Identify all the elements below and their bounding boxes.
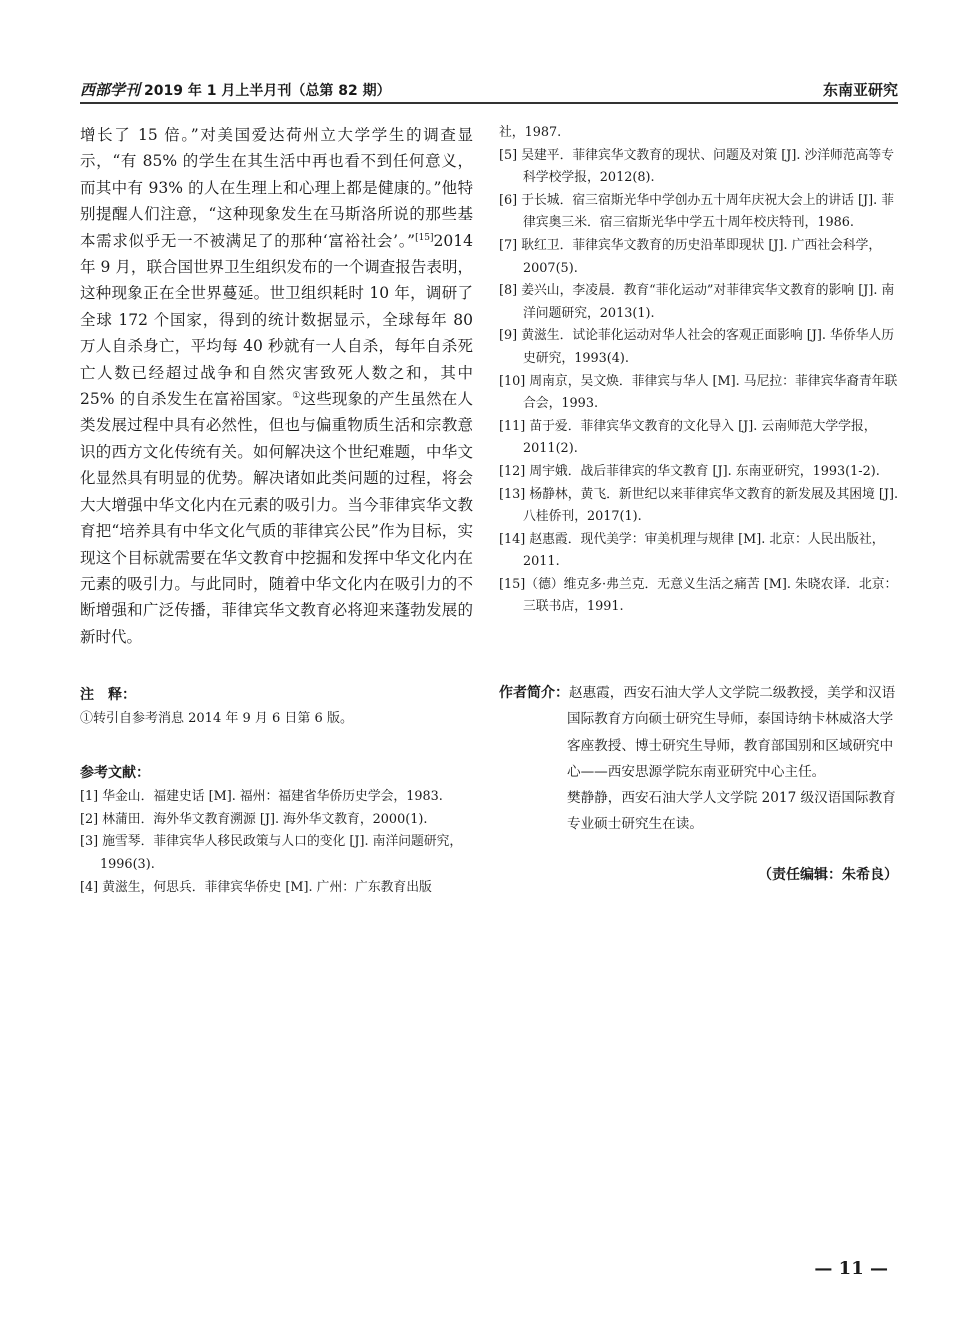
running-header (80, 76, 898, 100)
page-number: — 11 — (814, 1258, 888, 1279)
author-bio-2 (499, 785, 899, 838)
header-left (80, 79, 391, 100)
issue-info: 2019 年 1 月上半月刊（总第 82 期） (144, 83, 391, 99)
reference-item: [9] 黄滋生．试论菲化运动对华人社会的客观正面影响 [J]. 华侨华人历史研究，1993(4). (499, 328, 895, 366)
author-label: 作者简介： (499, 685, 569, 701)
reference-list-right (499, 122, 899, 619)
section-name: 东南亚研究 (822, 81, 898, 99)
journal-name: 西部学刊 (80, 81, 141, 99)
right-column (499, 122, 899, 619)
reference-item: [11] 苗于爱．菲律宾华文教育的文化导入 [J]. 云南师范大学学报，2011(2). (499, 418, 877, 457)
reference-item: [5] 吴建平．菲律宾华文教育的现状、问题及对策 [J]. 沙洋师范高等专科学校学报，2012(8). (499, 147, 895, 186)
reference-item: [4] 黄滋生，何思兵．菲律宾华侨史 [M]. 广州：广东教育出版 (80, 879, 432, 895)
note-mark: ① (292, 390, 301, 401)
citation-15: [15] (415, 232, 434, 243)
author-text-2: 樊静静，西安石油大学人文学院 2017 级汉语国际教育专业硕士研究生在读。 (567, 790, 896, 833)
reference-item: [15]（德）维克多·弗兰克．无意义生活之痛苦 [M]. 朱晓农译．北京：三联书店，1991. (499, 576, 898, 615)
reference-item: [7] 耿红卫．菲律宾华文教育的历史沿革即现状 [J]. 广西社会科学，2007(5). (499, 237, 882, 276)
references-title: 参考文献： (80, 765, 150, 782)
reference-item: [3] 施雪琴．菲律宾华人移民政策与人口的变化 [J]. 南洋问题研究，1996(3). (80, 834, 463, 872)
body-paragraph (80, 122, 473, 650)
references-section (80, 762, 473, 899)
reference-list-left (80, 786, 473, 899)
author-bio (499, 680, 899, 838)
reference-item: [13] 杨静林，黄飞．新世纪以来菲律宾华文教育的新发展及其困境 [J]. 八桂侨刊，2017(1). (499, 486, 899, 525)
reference-item: [1] 华金山．福建史话 [M]. 福州：福建省华侨历史学会，1983. (80, 789, 443, 805)
notes-title: 注 释： (80, 687, 136, 704)
body-text-1: 增长了 15 倍。”对美国爱达荷州立大学学生的调查显示，“有 85% 的学生在其生活中再也看不到任何意义，而其中有 93% 的人在生理上和心理上都是健康的。”他特别提醒人们注意，“这种现象发生在马斯洛所说的那些基本需求似乎无一不被满足了的那种‘富裕社会’。” (80, 126, 473, 250)
left-column (80, 122, 473, 899)
author-bio-1 (499, 680, 899, 785)
reference-item: [10] 周南京，吴文焕．菲律宾与华人 [M]. 马尼拉：菲律宾华裔青年联合会，1993. (499, 373, 898, 412)
responsible-editor: （责任编辑：朱希良） (758, 867, 898, 883)
author-text-1: 赵惠霞，西安石油大学人文学院二级教授，美学和汉语国际教育方向硕士研究生导师，泰国诗纳卡林威洛大学客座教授、博士研究生导师，教育部国别和区域研究中心——西安思源学院东南亚研究中心主任。 (567, 685, 896, 780)
header-rule (80, 102, 898, 104)
body-text (80, 122, 473, 650)
reference-item: [8] 姜兴山，李凌晨．教育“菲化运动”对菲律宾华文教育的影响 [J]. 南洋问题研究，2013(1). (499, 283, 895, 321)
reference-item: [14] 赵惠霞．现代美学：审美机理与规律 [M]. 北京：人民出版社，2011. (499, 531, 885, 570)
note-item: ①转引自参考消息 2014 年 9 月 6 日第 6 版。 (80, 711, 353, 727)
reference-item: 社，1987. (499, 125, 562, 140)
reference-item: [12] 周宇娥．战后菲律宾的华文教育 [J]. 东南亚研究，1993(1-2). (499, 463, 880, 479)
reference-item: [6] 于长城．宿三宿斯光华中学创办五十周年庆祝大会上的讲话 [J]. 菲律宾奥三米．宿三宿斯光华中学五十周年校庆特刊，1986. (499, 192, 895, 231)
body-text-3: 这些现象的产生虽然在人类发展过程中具有必然性，但也与偏重物质生活和宗教意识的西方文化传统有关。如何解决这个世纪难题，中华文化显然具有明显的优势。解决诸如此类问题的过程，将会大大增强中华文化内在元素的吸引力。当今菲律宾华文教育把“培养具有中华文化气质的菲律宾公民”作为目标，实现这个目标就需要在华文教育中挖掘和发挥中华文化内在元素的吸引力。与此同时，随着中华文化内在吸引力的不断增强和广泛传播，菲律宾华文教育必将迎来蓬勃发展的新时代。 (80, 390, 473, 646)
notes-section (80, 684, 473, 730)
reference-item: [2] 林蒲田．海外华文教育溯源 [J]. 海外华文教育，2000(1). (80, 811, 428, 827)
body-text-2: 2014 年 9 月，联合国世界卫生组织发布的一个调查报告表明，这种现象正在全世界蔓延。世卫组织耗时 10 年，调研了全球 172 个国家，得到的统计数据显示，全球每年 80 万人自杀身亡，平均每 40 秒就有一人自杀，每年自杀死亡人数已经超过战争和自然灾害致死人数之和，其中 25% 的自杀发生在富裕国家。 (80, 231, 473, 409)
